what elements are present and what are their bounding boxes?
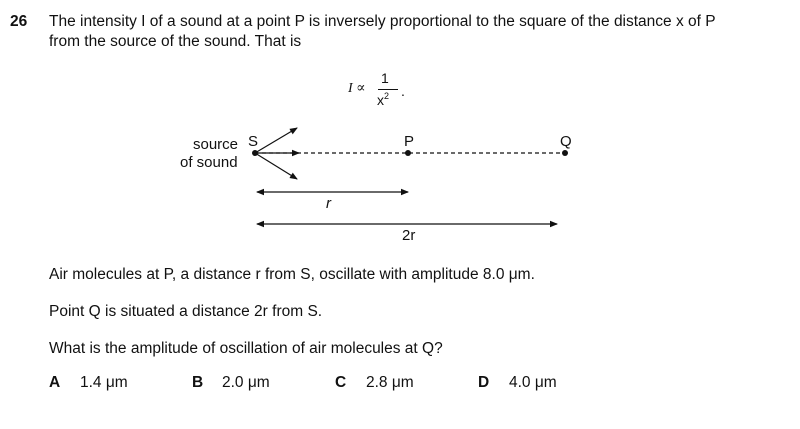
statement-q-distance: Point Q is situated a distance 2r from S. bbox=[49, 303, 323, 320]
statement-amplitude-at-p: Air molecules at P, a distance r from S, oscillate with amplitude 8.0 μm. bbox=[49, 266, 535, 283]
question-text-line-1: The intensity I of a sound at a point P is inversely proportional to the square of the distance x of P bbox=[49, 13, 716, 30]
option-c-letter: C bbox=[335, 374, 347, 391]
option-c-value: 2.8 μm bbox=[366, 374, 414, 391]
source-label-line-2: of sound bbox=[180, 154, 238, 171]
formula-denominator-power: 2 bbox=[384, 91, 390, 101]
statement-question: What is the amplitude of oscillation of air molecules at Q? bbox=[49, 340, 443, 357]
option-b-value: 2.0 μm bbox=[222, 374, 270, 391]
option-b-letter: B bbox=[192, 374, 204, 391]
formula-numerator: 1 bbox=[381, 70, 389, 86]
option-a-value: 1.4 μm bbox=[80, 374, 128, 391]
point-p-dot bbox=[405, 150, 411, 156]
point-s-dot bbox=[252, 150, 258, 156]
point-p-label: P bbox=[404, 133, 415, 150]
formula-denominator-base: x bbox=[377, 92, 384, 108]
formula-trailing-dot: . bbox=[401, 83, 405, 99]
distance-2r-label: 2r bbox=[402, 227, 416, 244]
question-number: 26 bbox=[10, 13, 28, 30]
source-label-line-1: source bbox=[193, 136, 239, 153]
option-d-value: 4.0 μm bbox=[509, 374, 557, 391]
point-q-label: Q bbox=[560, 133, 572, 150]
option-d-letter: D bbox=[478, 374, 490, 391]
formula-lhs: I ∝ bbox=[348, 81, 366, 96]
distance-r-label: r bbox=[326, 195, 331, 212]
point-q-dot bbox=[562, 150, 568, 156]
emission-arrow-up bbox=[255, 128, 297, 153]
point-s-label: S bbox=[248, 133, 259, 150]
question-text-line-2: from the source of the sound. That is bbox=[49, 33, 302, 50]
option-a-letter: A bbox=[49, 374, 61, 391]
emission-arrow-down bbox=[255, 153, 297, 179]
